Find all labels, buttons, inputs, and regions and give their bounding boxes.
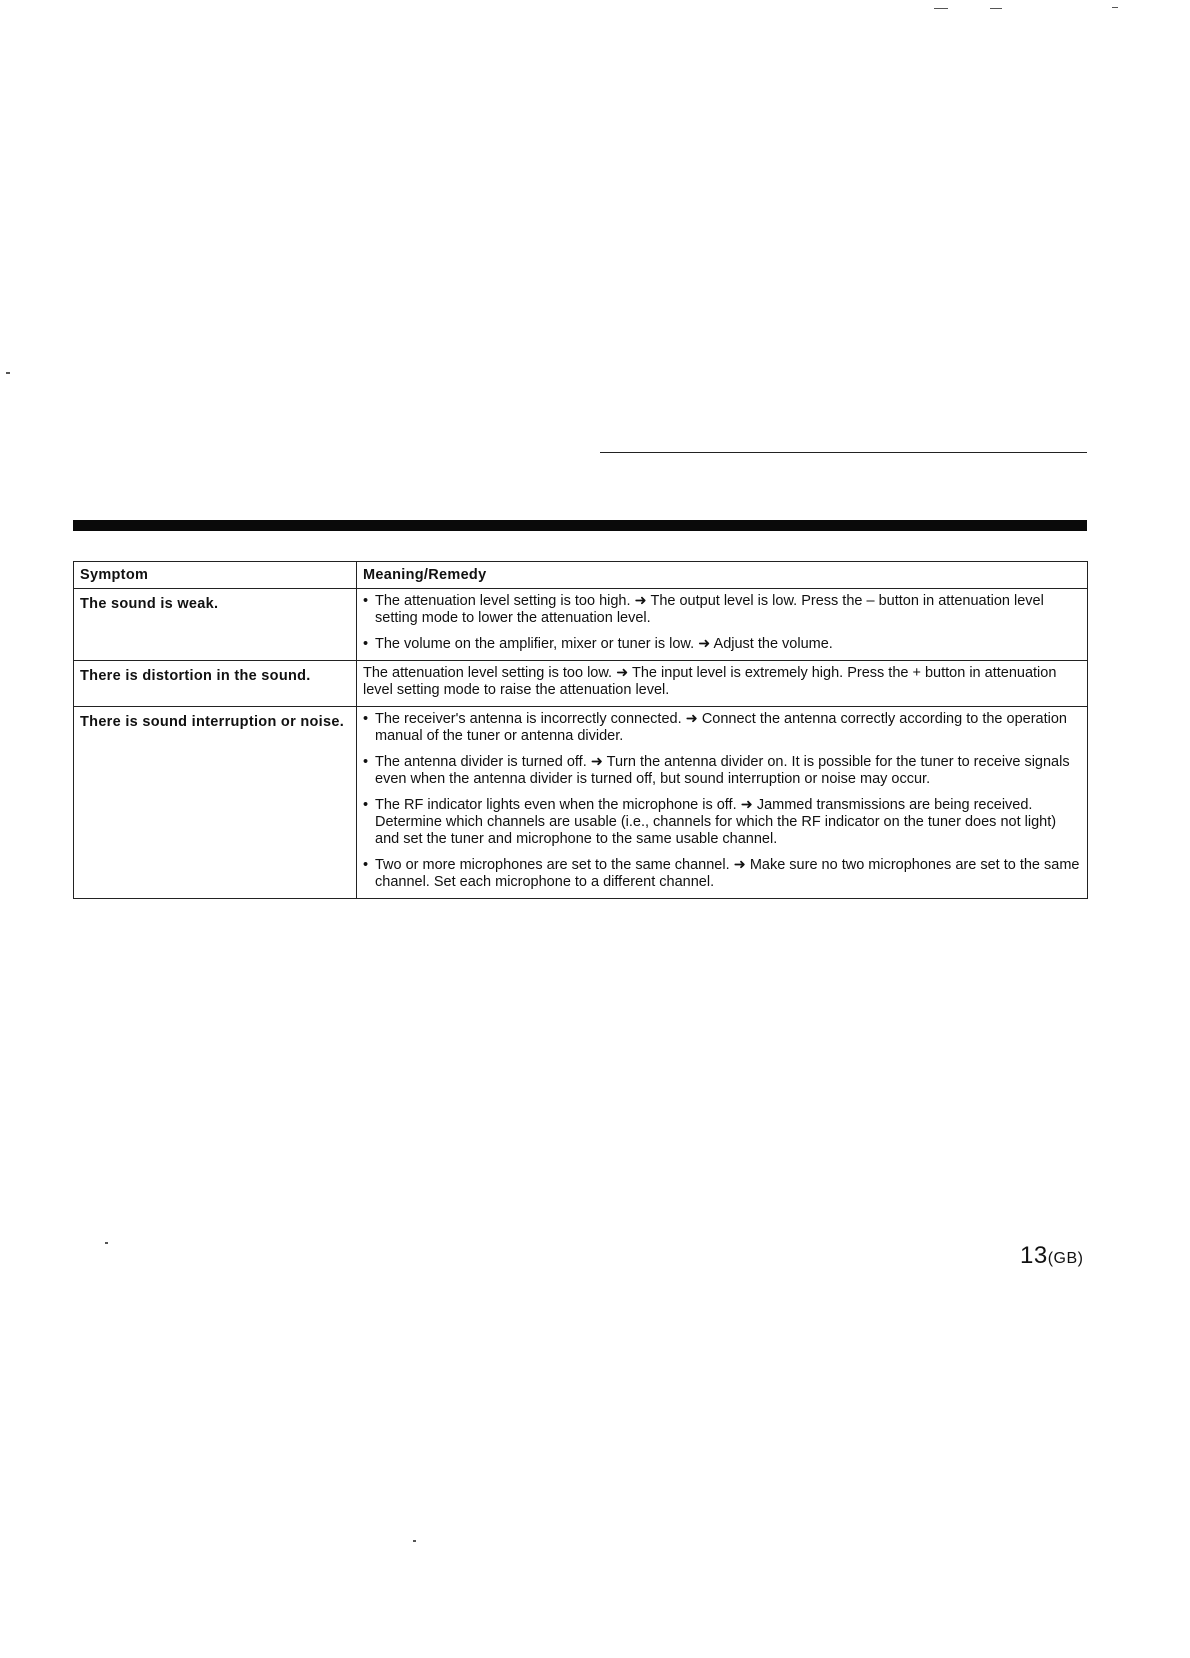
remedy-item <box>363 636 1081 653</box>
troubleshooting-table <box>73 561 1088 899</box>
scan-speck <box>6 372 10 374</box>
remedy-text: The receiver's antenna is incorrectly connected. ➜ Connect the antenna correctly according to the operation manual of the tuner or antenna divider. <box>375 711 1067 744</box>
scan-speck <box>934 8 948 9</box>
remedy-cell <box>357 707 1088 899</box>
bullet: • <box>363 797 369 813</box>
remedy-cell <box>357 661 1088 707</box>
header-rule <box>600 452 1087 453</box>
symptom-cell: There is sound interruption or noise. <box>74 707 357 899</box>
remedy-item <box>363 754 1081 788</box>
scan-speck <box>990 8 1002 9</box>
bullet: • <box>363 711 369 727</box>
remedy-item <box>363 857 1081 891</box>
symptom-header: Symptom <box>74 562 357 589</box>
page-number <box>1020 1242 1083 1270</box>
table-row <box>74 707 1088 899</box>
table-row <box>74 661 1088 707</box>
remedy-text: The attenuation level setting is too high. ➜ The output level is low. Press the – button in attenuation level setting mode to lower the attenuation level. <box>375 593 1044 626</box>
remedy-item <box>363 665 1081 699</box>
remedy-text: Two or more microphones are set to the same channel. ➜ Make sure no two microphones are set to the same channel. Set each microphone to a different channel. <box>375 857 1080 890</box>
page-number-value: 13 <box>1020 1242 1048 1269</box>
remedy-header: Meaning/Remedy <box>357 562 1088 589</box>
symptom-cell: The sound is weak. <box>74 589 357 661</box>
remedy-text: The volume on the amplifier, mixer or tuner is low. ➜ Adjust the volume. <box>375 636 833 652</box>
bullet: • <box>363 754 369 770</box>
scan-speck <box>105 1242 108 1244</box>
remedy-text: The attenuation level setting is too low. ➜ The input level is extremely high. Press the + button in attenuation level setting mode to raise the attenuation level. <box>363 665 1057 698</box>
remedy-item <box>363 797 1081 848</box>
scan-speck <box>1112 7 1118 8</box>
table-row <box>74 589 1088 661</box>
remedy-item <box>363 593 1081 627</box>
bullet: • <box>363 636 369 652</box>
section-bar <box>73 520 1087 531</box>
bullet: • <box>363 857 369 873</box>
bullet: • <box>363 593 369 609</box>
remedy-item <box>363 711 1081 745</box>
scan-speck <box>413 1540 416 1542</box>
remedy-text: The RF indicator lights even when the microphone is off. ➜ Jammed transmissions are being received. Determine which channels are usable (i.e., channels for which the RF indicator on the tuner does not light) and set the tuner and microphone to the same usable channel. <box>375 797 1057 847</box>
page-number-suffix: (GB) <box>1047 1250 1084 1267</box>
remedy-cell <box>357 589 1088 661</box>
symptom-cell: There is distortion in the sound. <box>74 661 357 707</box>
remedy-text: The antenna divider is turned off. ➜ Turn the antenna divider on. It is possible for the tuner to receive signals even when the antenna divider is turned off, but sound interruption or noise may occur. <box>375 754 1070 787</box>
table-header-row <box>74 562 1088 589</box>
